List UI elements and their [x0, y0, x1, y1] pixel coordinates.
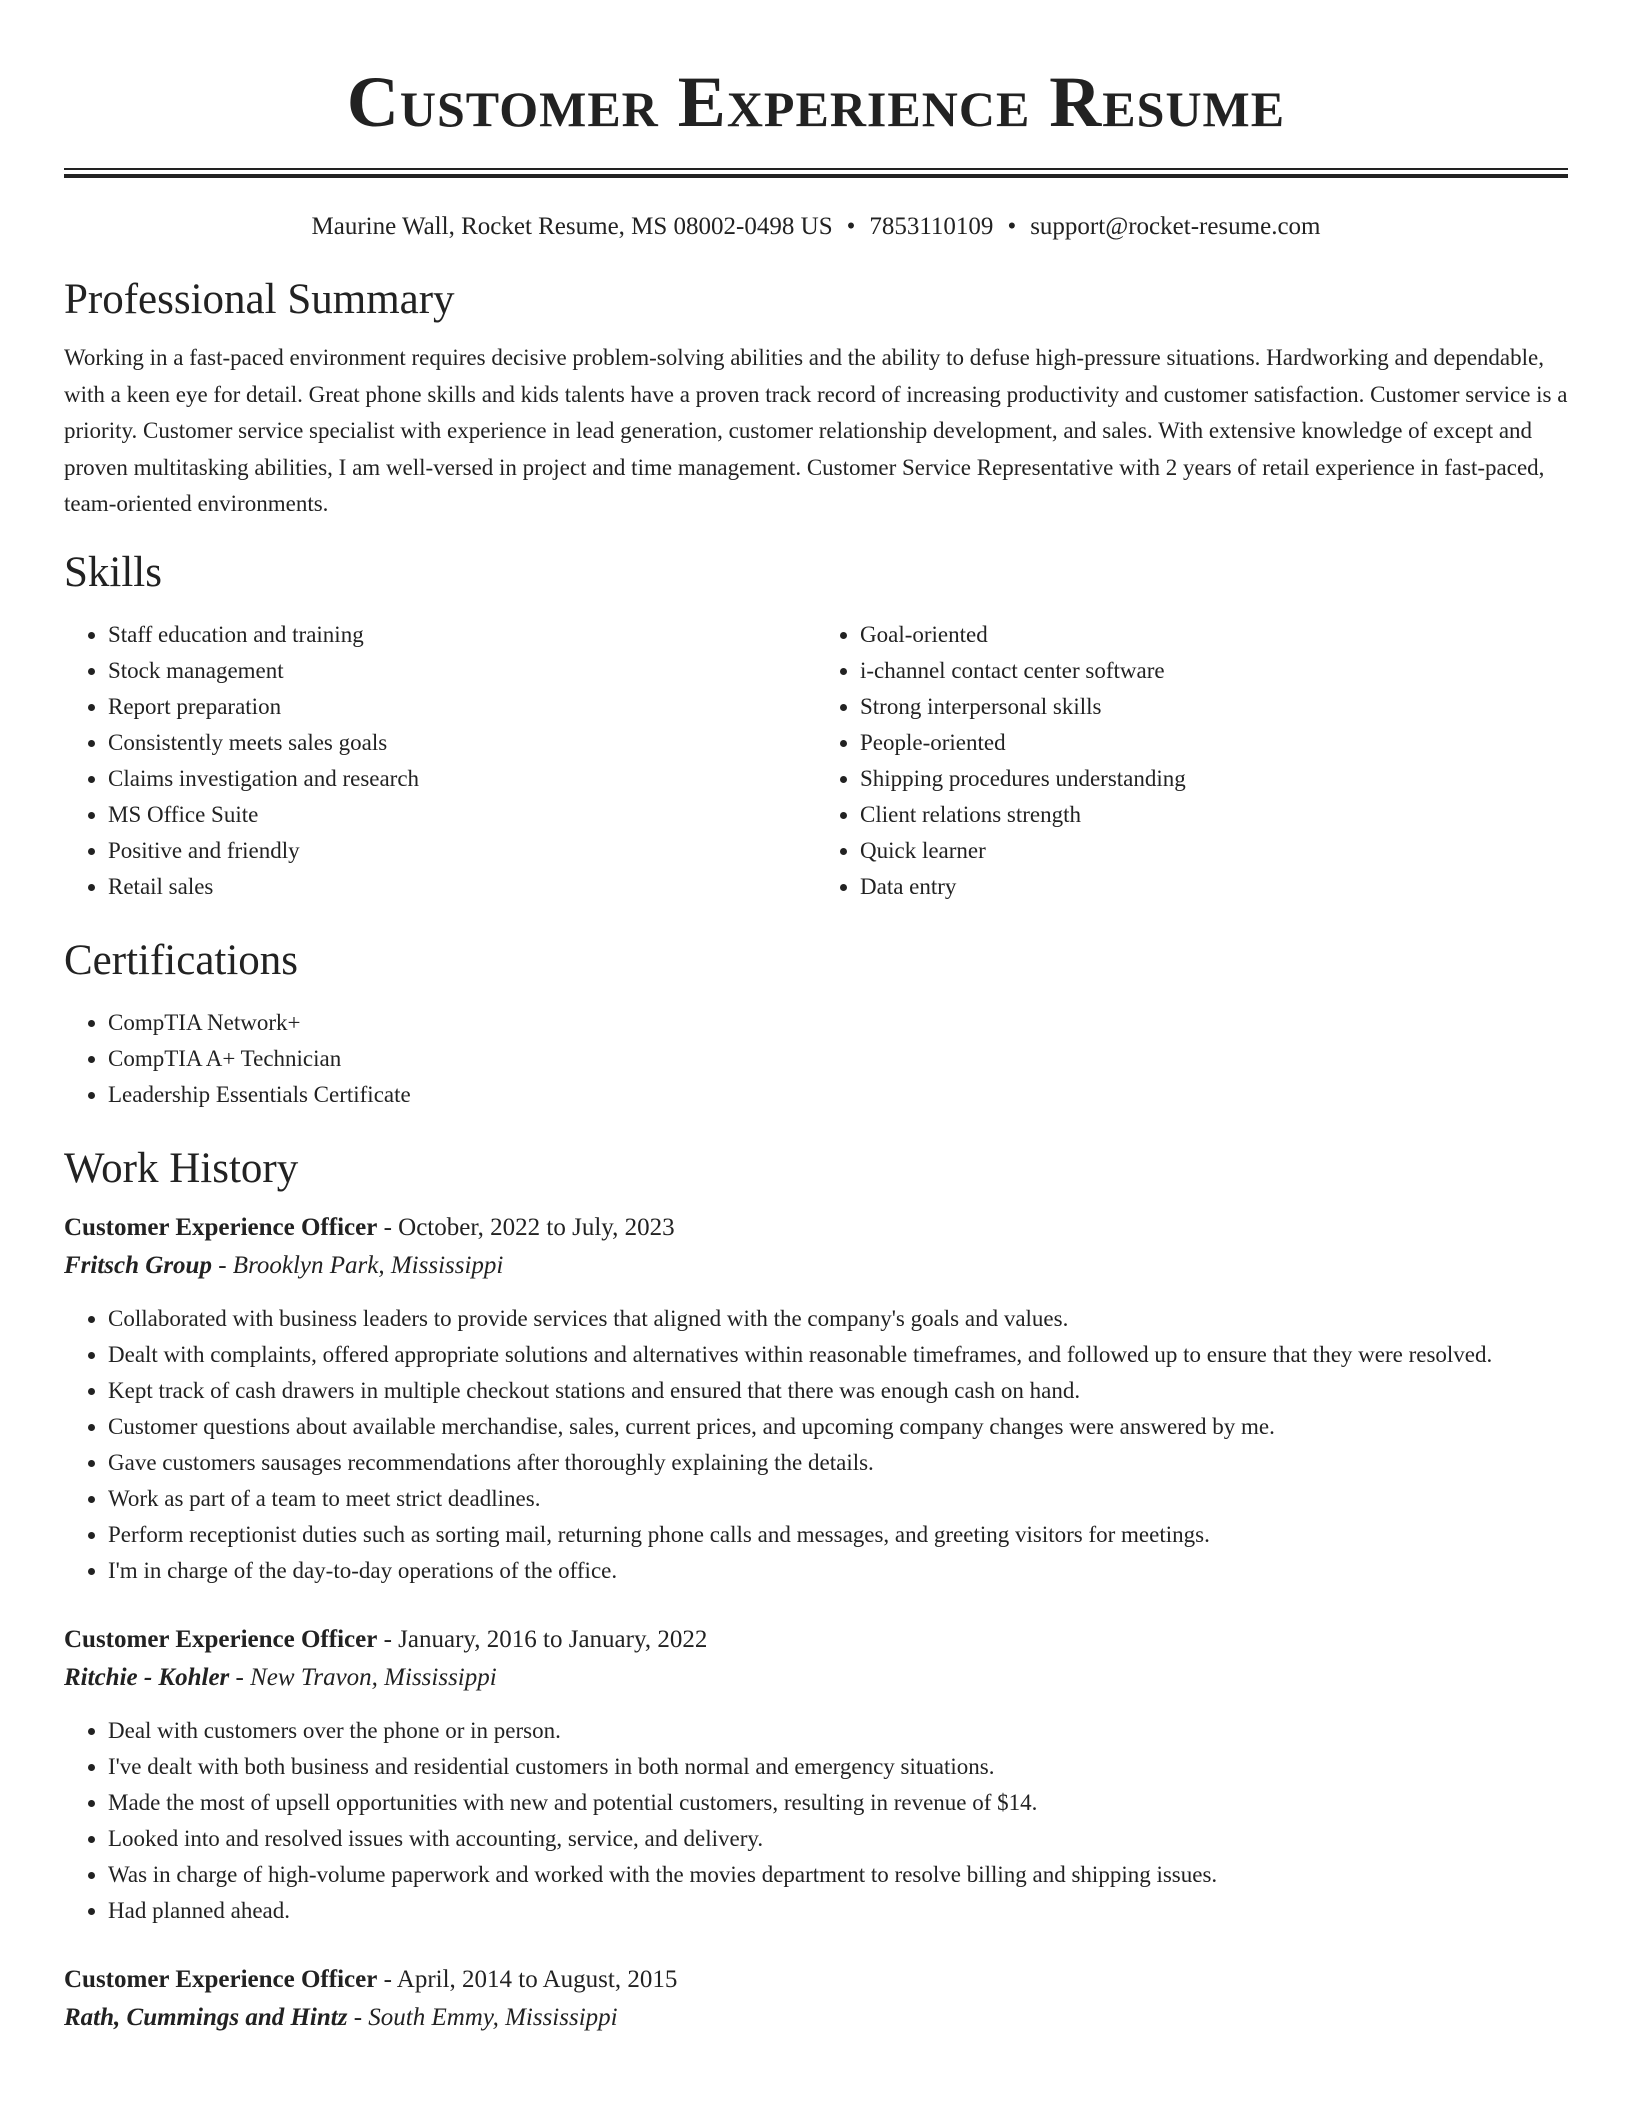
contact-line — [64, 210, 1568, 244]
job-bullet: • Was in charge of high-volume paperwork and worked with the movies department to resolve billing and shipping issues. — [108, 1857, 1568, 1893]
skill-item: • People-oriented — [860, 725, 1568, 761]
job-bullet: • Perform receptionist duties such as sorting mail, returning phone calls and messages, and greeting visitors for meetings. — [108, 1517, 1568, 1553]
skill-item: • i-channel contact center software — [860, 653, 1568, 689]
employer-name: Rath, Cummings and Hintz — [64, 2003, 348, 2031]
resume-title: Customer Experience Resume — [346, 62, 1286, 142]
job-bullet: • Kept track of cash drawers in multiple checkout stations and ensured that there was enough cash on hand. — [108, 1373, 1568, 1409]
certification-item: • Leadership Essentials Certificate — [108, 1077, 1568, 1113]
employer-name: Fritsch Group — [64, 1251, 212, 1279]
job-entry — [64, 1961, 1568, 2037]
job-bullets — [64, 1713, 1568, 1929]
title-double-rule — [64, 168, 1568, 178]
contact-address: Maurine Wall, Rocket Resume, MS 08002-0498 US — [311, 213, 833, 240]
job-bullets — [64, 1301, 1568, 1589]
job-dates: - April, 2014 to August, 2015 — [377, 1965, 678, 1993]
skills-list-right — [816, 617, 1568, 905]
job-bullet: • Work as part of a team to meet strict deadlines. — [108, 1481, 1568, 1517]
certification-item: • CompTIA Network+ — [108, 1005, 1568, 1041]
job-dates: - January, 2016 to January, 2022 — [377, 1625, 708, 1653]
job-title: Customer Experience Officer — [64, 1625, 378, 1653]
employer-location: - South Emmy, Mississippi — [347, 2003, 618, 2031]
job-title-line — [64, 1961, 1568, 1999]
skills-section — [64, 547, 1568, 905]
summary-heading: Professional Summary — [64, 276, 455, 323]
skill-item: • Retail sales — [108, 869, 816, 905]
job-entry — [64, 1621, 1568, 1929]
skill-item: • Staff education and training — [108, 617, 816, 653]
job-dates: - October, 2022 to July, 2023 — [377, 1213, 675, 1241]
skill-item: • Positive and friendly — [108, 833, 816, 869]
certifications-list — [64, 1005, 1568, 1113]
certifications-section — [64, 935, 1568, 1113]
skill-item: • Stock management — [108, 653, 816, 689]
employer-name: Ritchie - Kohler — [64, 1663, 230, 1691]
job-bullet: • I've dealt with both business and residential customers in both normal and emergency situations. — [108, 1749, 1568, 1785]
certifications-heading: Certifications — [64, 936, 299, 984]
job-entry — [64, 1209, 1568, 1589]
contact-phone: 7853110109 — [869, 213, 994, 240]
skill-item: • Data entry — [860, 869, 1568, 905]
job-bullet: • Made the most of upsell opportunities with new and potential customers, resulting in revenue of $14. — [108, 1785, 1568, 1821]
skill-item: • Goal-oriented — [860, 617, 1568, 653]
skill-item: • Client relations strength — [860, 797, 1568, 833]
job-bullet: • I'm in charge of the day-to-day operations of the office. — [108, 1553, 1568, 1589]
skills-heading: Skills — [64, 548, 162, 596]
summary-section — [64, 274, 1568, 523]
skill-item: • MS Office Suite — [108, 797, 816, 833]
skill-item: • Report preparation — [108, 689, 816, 725]
employer-location: - Brooklyn Park, Mississippi — [211, 1251, 504, 1279]
employer-line — [64, 1247, 1568, 1285]
skills-columns — [64, 617, 1568, 905]
skills-list-left — [64, 617, 816, 905]
job-title: Customer Experience Officer — [64, 1965, 378, 1993]
employer-line — [64, 1659, 1568, 1697]
employer-location: - New Travon, Mississippi — [229, 1663, 497, 1691]
employer-line — [64, 1999, 1568, 2037]
job-bullet: • Customer questions about available merchandise, sales, current prices, and upcoming company changes were answered by me. — [108, 1409, 1568, 1445]
job-bullet: • Had planned ahead. — [108, 1893, 1568, 1929]
skill-item: • Claims investigation and research — [108, 761, 816, 797]
certification-item: • CompTIA A+ Technician — [108, 1041, 1568, 1077]
job-bullet: • Looked into and resolved issues with accounting, service, and delivery. — [108, 1821, 1568, 1857]
job-bullet: • Dealt with complaints, offered appropriate solutions and alternatives within reasonable timeframes, and followed up to ensure that they were resolved. — [108, 1337, 1568, 1373]
work-history-heading: Work History — [64, 1144, 299, 1192]
skill-item: • Quick learner — [860, 833, 1568, 869]
contact-separator: • — [846, 213, 856, 240]
skill-item: • Shipping procedures understanding — [860, 761, 1568, 797]
job-bullet: • Gave customers sausages recommendations after thoroughly explaining the details. — [108, 1445, 1568, 1481]
job-title-line — [64, 1621, 1568, 1659]
summary-text: Working in a fast-paced environment requires decisive problem-solving abilities and the ability to defuse high-pressure situations. Hardworking and dependable, with a keen eye for detail. Great phone skills and kids talents have a proven track record of increasing productivity and customer satisfaction. Customer service is a priority. Customer service specialist with experience in lead generation, customer relationship development, and sales. With extensive knowledge of except and proven multitasking abilities, I am well-versed in project and time management. Customer Service Representative with 2 years of retail experience in fast-paced, team-oriented environments. — [64, 345, 1568, 516]
contact-email: support@rocket-resume.com — [1030, 213, 1321, 240]
skill-item: • Consistently meets sales goals — [108, 725, 816, 761]
job-bullet: • Collaborated with business leaders to provide services that aligned with the company's goals and values. — [108, 1301, 1568, 1337]
work-history-section — [64, 1143, 1568, 2037]
job-title-line — [64, 1209, 1568, 1247]
job-title: Customer Experience Officer — [64, 1213, 378, 1241]
skill-item: • Strong interpersonal skills — [860, 689, 1568, 725]
contact-separator: • — [1007, 213, 1017, 240]
job-bullet: • Deal with customers over the phone or in person. — [108, 1713, 1568, 1749]
